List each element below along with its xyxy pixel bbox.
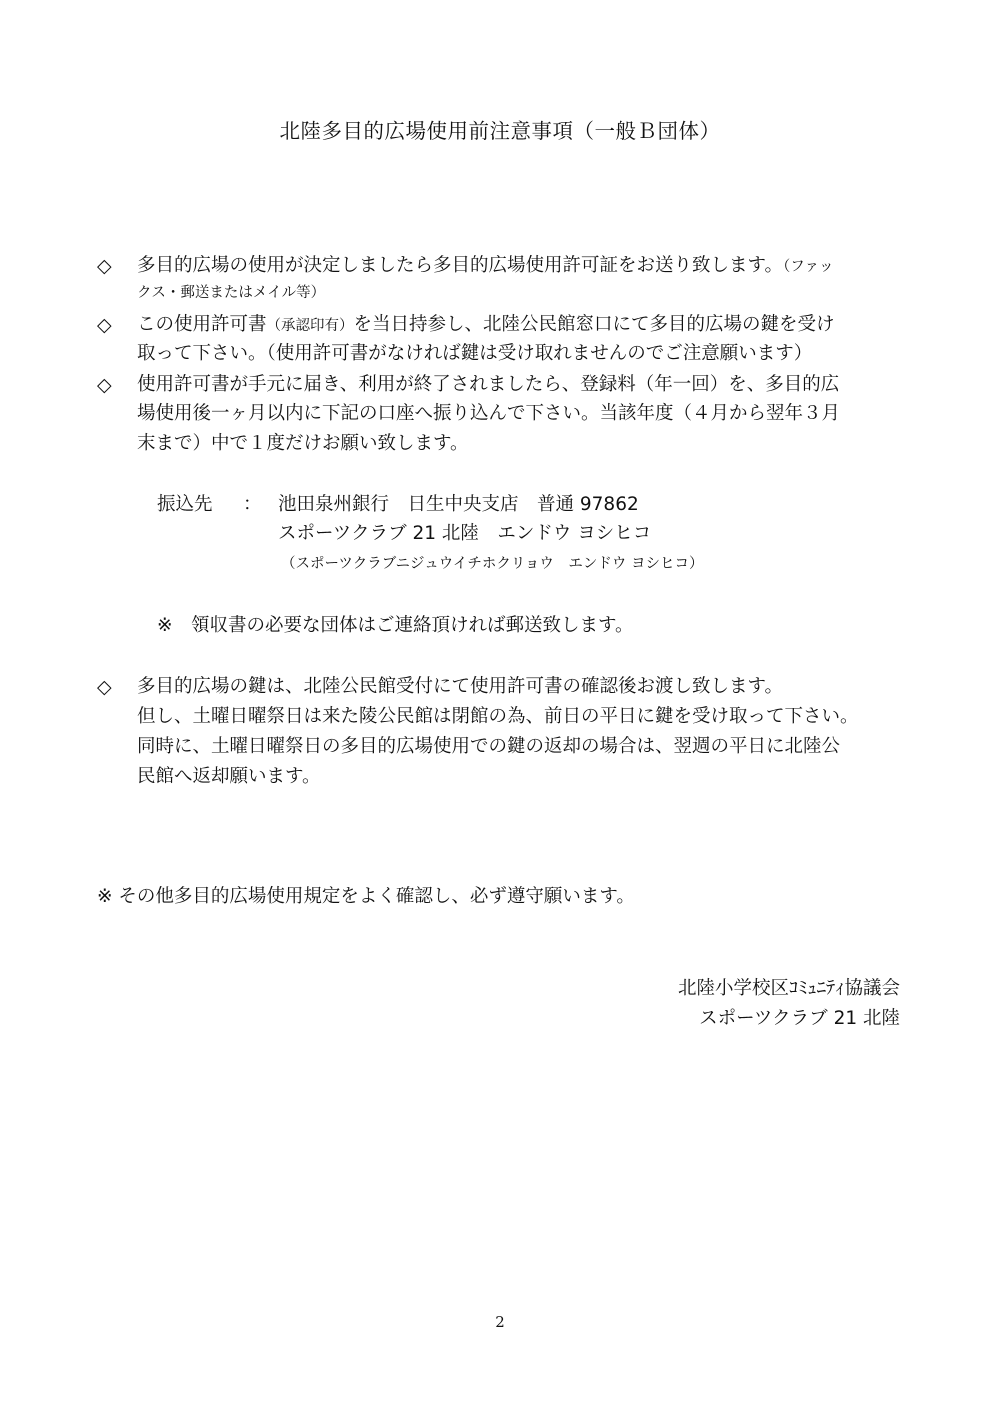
item2-text-a: この使用許可書 — [137, 314, 267, 335]
item2-text-b: を当日持参し、北陸公民館窓口にて多目的広場の鍵を受け — [353, 314, 835, 335]
bank-line2: スポーツクラブ 21 北陸 エンドウ ヨシヒコ — [278, 523, 652, 544]
bank-colon: ： — [243, 494, 262, 515]
item1-line2: クス・郵送またはメイル等） — [137, 285, 326, 301]
other-note: ※ その他多目的広場使用規定をよく確認し、必ず遵守願います。 — [97, 886, 635, 907]
bank-label: 振込先 — [157, 494, 213, 515]
key-item-line2: 但し、土曜日曜祭日は来た陵公民館は閉館の為、前日の平日に鍵を受け取って下さい。 — [137, 706, 859, 727]
receipt-note: ※ 領収書の必要な団体はご連絡頂ければ郵送致します。 — [157, 615, 634, 636]
key-item-line4: 民館へ返却願います。 — [137, 766, 321, 787]
diamond-bullet-icon: ◇ — [97, 255, 112, 277]
item1-line1 — [137, 257, 834, 276]
item3-line1: 使用許可書が手元に届き、利用が終了されましたら、登録料（年一回）を、多目的広 — [137, 374, 840, 395]
key-item-line3: 同時に、土曜日曜祭日の多目的広場使用での鍵の返却の場合は、翌週の平日に北陸公 — [137, 736, 841, 757]
diamond-bullet-icon: ◇ — [97, 374, 112, 396]
bank-line3: （スポーツクラブニジュウイチホクリョウ エンドウ ヨシヒコ） — [281, 556, 704, 572]
signature-line1: 北陸小学校区ｺﾐｭﾆﾃｨ協議会 — [677, 978, 900, 999]
page-title: 北陸多目的広場使用前注意事項（一般Ｂ団体） — [279, 119, 721, 143]
key-item-line1: 多目的広場の鍵は、北陸公民館受付にて使用許可書の確認後お渡し致します。 — [137, 676, 784, 697]
item2-line2: 取って下さい。（使用許可書がなければ鍵は受け取れませんのでご注意願います） — [137, 343, 813, 364]
item2-small-text: （承認印有） — [266, 318, 354, 334]
item1-text: 多目的広場の使用が決定しましたら多目的広場使用許可証をお送り致します。 — [137, 255, 784, 276]
item3-line3: 末まで）中で１度だけお願い致します。 — [137, 433, 469, 454]
item3-line2: 場使用後一ヶ月以内に下記の口座へ振り込んで下さい。当該年度（４月から翌年３月 — [137, 403, 841, 424]
bank-line1: 池田泉州銀行 日生中央支店 普通 97862 — [278, 494, 639, 515]
diamond-bullet-icon: ◇ — [97, 314, 112, 336]
signature-line2: スポーツクラブ 21 北陸 — [699, 1008, 900, 1029]
item2-line1 — [137, 316, 835, 335]
page-number: 2 — [495, 1313, 505, 1331]
item1-small-text: （ファッ — [783, 259, 834, 275]
diamond-bullet-icon: ◇ — [97, 676, 112, 698]
